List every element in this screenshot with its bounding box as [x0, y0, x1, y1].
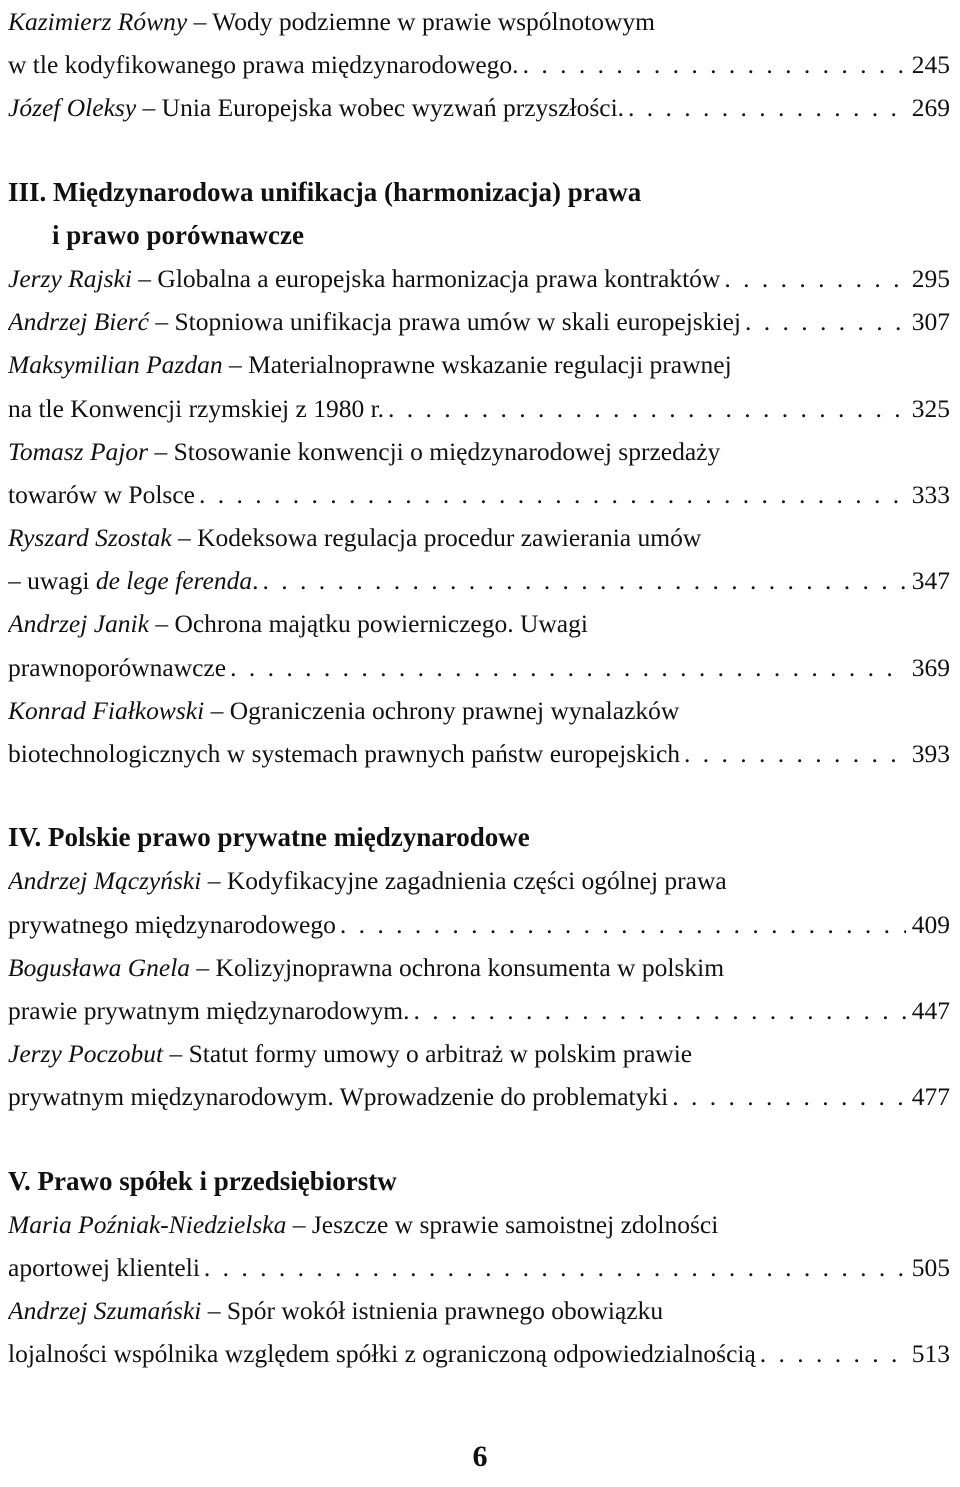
section-heading-iv: [8, 816, 950, 859]
toc-entry-pozniak-niedzielska: [8, 1203, 950, 1289]
toc-line: [8, 1289, 950, 1332]
entry-separator: –: [201, 866, 227, 896]
leader-dots: [199, 473, 906, 516]
entry-separator: –: [148, 436, 174, 466]
entry-page-number: 393: [911, 739, 950, 768]
leader-dots: [724, 257, 905, 300]
entry-title-latin-phrase: de lege ferenda: [95, 566, 253, 596]
entry-author: Andrzej Janik: [8, 609, 149, 639]
section-heading-line: V. Prawo spółek i przedsiębiorstw: [8, 1165, 397, 1196]
entry-author: Ryszard Szostak: [8, 523, 172, 553]
toc-line: [8, 946, 950, 989]
leader-dots: [414, 989, 906, 1032]
entry-title-continued: w tle kodyfikowanego prawa międzynarodowego.: [8, 50, 519, 80]
entry-title: Ochrona majątku powierniczego. Uwagi: [174, 609, 588, 639]
entry-title-continued: towarów w Polsce: [8, 479, 195, 509]
toc-entry-poczobut: [8, 1032, 950, 1118]
entry-page-number: 505: [911, 1252, 950, 1282]
entry-page-number: 295: [911, 263, 950, 293]
entry-page-number: 307: [911, 307, 950, 337]
toc-line: [8, 387, 950, 430]
entry-separator: –: [163, 1039, 189, 1069]
entry-page-number: 477: [911, 1082, 950, 1112]
toc-entry-szostak: [8, 516, 950, 602]
toc-line: [8, 1032, 950, 1075]
page-folio-number: 6: [472, 1440, 488, 1473]
entry-title-continued: lojalności wspólnika względem spółki z ograniczoną odpowiedzialnością: [8, 1339, 756, 1369]
entry-separator: –: [187, 7, 213, 36]
entry-page-number: 447: [911, 995, 950, 1025]
section-heading-v: [8, 1160, 950, 1203]
section-heading-line: IV. Polskie prawo prywatne międzynarodowe: [8, 822, 530, 853]
toc-entry-fialkowski: [8, 689, 950, 775]
entry-separator: –: [286, 1209, 312, 1239]
entry-title-suffix: .: [252, 566, 259, 596]
toc-line: [8, 559, 950, 602]
toc-entry-gnela: [8, 946, 950, 1032]
toc-line: [8, 0, 950, 43]
leader-dots: [760, 1332, 906, 1375]
toc-line: [8, 43, 950, 86]
entry-page-number: 325: [911, 393, 950, 423]
entry-title: Kolizyjnoprawna ochrona konsumenta w polskim: [215, 952, 725, 982]
entry-title: Unia Europejska wobec wyzwań przyszłości.: [161, 93, 625, 123]
section-heading-line: i prawo porównawcze: [52, 219, 304, 250]
toc-entry-oleksy: [8, 86, 950, 129]
leader-dots: [204, 1246, 906, 1289]
entry-author: Bogusława Gnela: [8, 952, 191, 982]
entry-title: Ograniczenia ochrony prawnej wynalazków: [229, 695, 680, 725]
entry-author: Andrzej Szumański: [8, 1296, 202, 1326]
entry-title: Materialnoprawne wskazanie regulacji prawnej: [248, 350, 732, 380]
toc-line: [8, 602, 950, 645]
entry-title: Globalna a europejska harmonizacja prawa kontraktów: [157, 263, 721, 293]
leader-dots: [230, 646, 906, 689]
toc-line: [8, 86, 950, 129]
toc-line: [8, 903, 950, 946]
leader-dots: [388, 387, 906, 430]
entry-author: Jerzy Rajski: [8, 263, 132, 293]
section-heading-line: III. Międzynarodowa unifikacja (harmonizacja) prawa: [8, 176, 642, 207]
entry-title-continued: prywatnym międzynarodowym. Wprowadzenie do problematyki: [8, 1082, 669, 1112]
leader-dots: [672, 1075, 906, 1118]
section-gap: [8, 1119, 950, 1160]
toc-line: [8, 1246, 950, 1289]
toc-entry-rowny: [8, 0, 950, 86]
entry-page-number: 347: [911, 566, 950, 596]
toc-line: [8, 257, 950, 300]
toc-entry-maczynski: [8, 859, 950, 945]
entry-title: Kodyfikacyjne zagadnienia części ogólnej prawa: [226, 866, 727, 896]
toc-line: [8, 989, 950, 1032]
entry-separator: –: [171, 523, 198, 553]
toc-line: [8, 1332, 950, 1375]
entry-separator: –: [222, 350, 249, 380]
toc-line: [8, 516, 950, 559]
entry-title: Wody podziemne w prawie wspólnotowym: [212, 7, 655, 36]
leader-dots: [745, 300, 906, 343]
entry-title-prefix: – uwagi: [8, 566, 90, 596]
entry-author: Józef Oleksy: [8, 93, 137, 123]
entry-author: Andrzej Mączyński: [8, 866, 202, 896]
entry-title: Stopniowa unifikacja prawa umów w skali europejskiej: [174, 307, 741, 337]
entry-title-continued: na tle Konwencji rzymskiej z 1980 r.: [8, 393, 385, 423]
toc-line: [8, 430, 950, 473]
entry-author: Maria Poźniak-Niedzielska: [8, 1209, 287, 1239]
entry-title-continued: prawie prywatnym międzynarodowym.: [8, 995, 410, 1025]
entry-separator: –: [201, 1296, 227, 1326]
entry-page-number: 369: [911, 652, 950, 682]
toc-entry-pajor: [8, 430, 950, 516]
toc-line: [8, 646, 950, 689]
toc-entry-rajski: [8, 257, 950, 300]
entry-title-continued: biotechnologicznych w systemach prawnych państw europejskich: [8, 739, 681, 768]
toc-line: [8, 300, 950, 343]
entry-title: Jeszcze w sprawie samoistnej zdolności: [311, 1209, 719, 1239]
leader-dots: [340, 903, 906, 946]
entry-page-number: 245: [911, 50, 950, 80]
toc-line: [8, 1075, 950, 1118]
toc-line: [8, 859, 950, 902]
toc-entry-bierc: [8, 300, 950, 343]
leader-dots: [262, 559, 905, 602]
entry-title-continued: prywatnego międzynarodowego: [8, 909, 336, 939]
entry-title-continued: aportowej klienteli: [8, 1252, 200, 1282]
leader-dots: [684, 732, 906, 775]
entry-page-number: 333: [911, 479, 950, 509]
entry-author: Tomasz Pajor: [8, 436, 149, 466]
section-gap: [8, 775, 950, 816]
entry-page-number: 513: [911, 1339, 950, 1369]
entry-title: Statut formy umowy o arbitraż w polskim prawie: [188, 1039, 693, 1069]
entry-title-continued: prawnoporównawcze: [8, 652, 227, 682]
entry-title: Kodeksowa regulacja procedur zawierania umów: [197, 523, 702, 553]
toc-entry-janik: [8, 602, 950, 688]
toc-line: [8, 732, 950, 775]
entry-title: Stosowanie konwencji o międzynarodowej sprzedaży: [173, 436, 721, 466]
toc-entry-szumanski: [8, 1289, 950, 1375]
entry-separator: –: [148, 609, 175, 639]
toc-line: [8, 343, 950, 386]
toc-entry-pazdan: [8, 343, 950, 429]
entry-separator: –: [131, 263, 158, 293]
entry-separator: –: [136, 93, 162, 123]
entry-author: Andrzej Bierć: [8, 307, 149, 337]
entry-page-number: 269: [911, 93, 950, 123]
section-heading-iii: [8, 171, 950, 257]
toc-line: [8, 473, 950, 516]
entry-author: Konrad Fiałkowski: [8, 695, 205, 725]
entry-title: Spór wokół istnienia prawnego obowiązku: [226, 1296, 664, 1326]
entry-page-number: 409: [911, 909, 950, 939]
entry-separator: –: [204, 695, 230, 725]
leader-dots: [523, 43, 906, 86]
toc-line: [8, 1203, 950, 1246]
entry-separator: –: [190, 952, 216, 982]
entry-separator: –: [148, 307, 175, 337]
entry-author: Kazimierz Równy: [8, 7, 188, 36]
entry-author: Jerzy Poczobut: [8, 1039, 164, 1069]
entry-author: Maksymilian Pazdan: [8, 350, 223, 380]
leader-dots: [628, 86, 906, 129]
toc-line: [8, 689, 950, 732]
table-of-contents: [8, 0, 950, 1375]
section-gap: [8, 130, 950, 171]
